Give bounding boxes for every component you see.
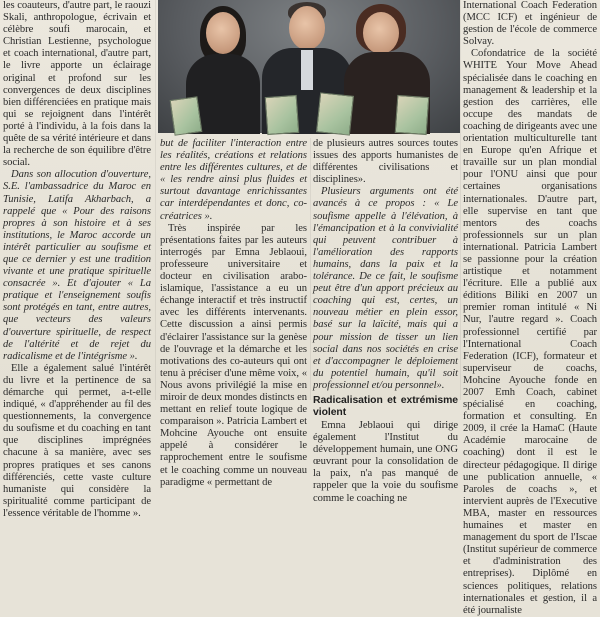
article-column-1 bbox=[3, 0, 151, 519]
group-photo bbox=[158, 0, 460, 133]
article-column-3 bbox=[313, 138, 458, 504]
paragraph: Très inspirée par les présentations faites par les auteurs interrogés par Emna Jeblaoui, professeure universitaire et docteur en civilisation arabo-islamique, l'assistance a eu un échange interactif et très instructif avec les différents intervenants. Cette discussion a ainsi permis d'éclairer l'assistance sur la genèse de l'ouvrage et la démarche et les motivations des co-auteurs qui ont tenu à préciser d'une même voix, « Nous avons privilégié la mise en miroir de deux mondes distincts en mettant en relief toute logique de comparaison ». Patricia Lambert et Mohcine Ayouche ont ensuite appelé à considérer le rapprochement entre le soufisme et le coaching comme un nouveau paradigme « permettant de bbox=[160, 222, 307, 488]
paragraph: Dans son allocution d'ouverture, S.E. l'ambassadrice du Maroc en Tunisie, Latifa Akharbach, a rappelé que « Pour des raisons propres à son histoire et à ses institutions, le Maroc accorde un intérêt particulier au soufisme et que ce dernier y est une tradition vivante et une pratique spirituelle consacrée ». Et d'ajouter « La pratique et l'enseignement soufis sont protégés en tant, entre autres, que vecteurs des valeurs d'ouverture spirituelle, de respect de l'altérité et de rejet du radicalisme et de l'intégrisme ». bbox=[3, 169, 151, 362]
paragraph: but de faciliter l'interaction entre les réalités, créations et relations entre les différentes cultures, et de « les rendre ainsi plus fluides et surtout davantage enrichissantes car interdépendantes et donc, co-créatrices ». bbox=[160, 138, 307, 222]
book-cover bbox=[316, 92, 354, 135]
paragraph: Emna Jeblaoui qui dirige également l'Institut du développement humain, une ONG œuvrant pour la consolidation de la paix, n'a pas manqué de rappeler que la voie du soufisme comme le coaching ne bbox=[313, 419, 458, 504]
book-cover bbox=[265, 95, 300, 135]
paragraph: Plusieurs arguments ont été avancés à ce propos : « Le soufisme appelle à l'élévation, à l'émancipation et à la convivialité qui peuvent contribuer à l'amélioration des rapports humains, dans la paix et la tolérance. De ce fait, le soufisme peut être d'un apport précieux au coaching qui est, certes, un nouveau métier en plein essor, basé sur la laïcité, mais qui a pour mission de tisser un lien social dans nos sociétés en crise et d'accompagner le déploiement du potentiel humain, qu'il soit professionnel et/ou personnel». bbox=[313, 186, 458, 391]
article-column-2 bbox=[160, 138, 307, 488]
paragraph: International Coach Federation (MCC ICF) et ingénieur de gestion de l'école de commerce Solvay. bbox=[463, 0, 597, 48]
paragraph: Elle a également salué l'intérêt du livre et la pertinence de sa démarche qui permet, a-t-elle indiqué, « d'appréhender au fil des questionnements, la convergence du soufisme et du coaching en tant que disciplines imprégnées chacune à sa manière, avec ses propres pratiques et ses canons différenciés, cette vaste culture humaniste qui considère la spiritualité comme participant de l'essence véritable de l'homme ». bbox=[3, 362, 151, 519]
paragraph: de plusieurs autres sources toutes issues des apports humanistes de différentes civilisations et disciplines». bbox=[313, 138, 458, 186]
paragraph: les coauteurs, d'autre part, le raouzi Skali, anthropologue, écrivain et célèbre soufi marocain, et Christian Lestienne, psychologue et coach international, d'autre part, le livre apporte un éclairage original et profond sur les convergences de deux disciplines bien différenciées en pratique mais qui se rejoignent dans l'intérêt porté à l'individu, à la fois dans la quête de sa vérité intérieure et dans la recherche de son équilibre d'être social. bbox=[3, 0, 151, 169]
article-column-4 bbox=[463, 0, 597, 616]
book-cover bbox=[395, 95, 430, 135]
paragraph: Cofondatrice de la société WHITE Your Move Ahead spécialisée dans le coaching en management & leadership et la gestion des carrières, elle occupe des mandats de coaching de dirigeants avec une orientation multiculturelle tant en Europe qu'en Afrique et travaille sur un plan mondial pour l'ONU ainsi que pour certaines organisations internationales. D'autre part, elle supervise en tant que mentors des coachs professionnels sur un plan international. Patricia Lambert se passionne pour la création artistique et notamment l'écriture. Elle a publié aux éditions Biliki en 2007 un premier roman intitulé « Ni Nur, l'autre regard ». Coach professionnel certifié par l'International Coach Federation (ICF), formateur et superviseur de coachs, Mohcine Ayouche fonde en 2007 Emh Coach, cabinet spécialisé en coaching, formation et consulting. En 2009, il crée la HamaC (Haute Académie marocaine de coaching) dont il est le directeur pédagogique. Il dirige une publication annuelle, « Paroles de coachs », et intervient auprès de l'Executive MBA, master en ressources humaines et master en management du sport de l'Iscae (Institut supérieur de commerce et d'administration des entreprises). Diplômé en sciences politiques, relations internationales et gestion, il a été journaliste bbox=[463, 48, 597, 616]
section-subheading: Radicalisation et extrémisme violent bbox=[313, 394, 458, 418]
book-cover bbox=[170, 96, 203, 136]
